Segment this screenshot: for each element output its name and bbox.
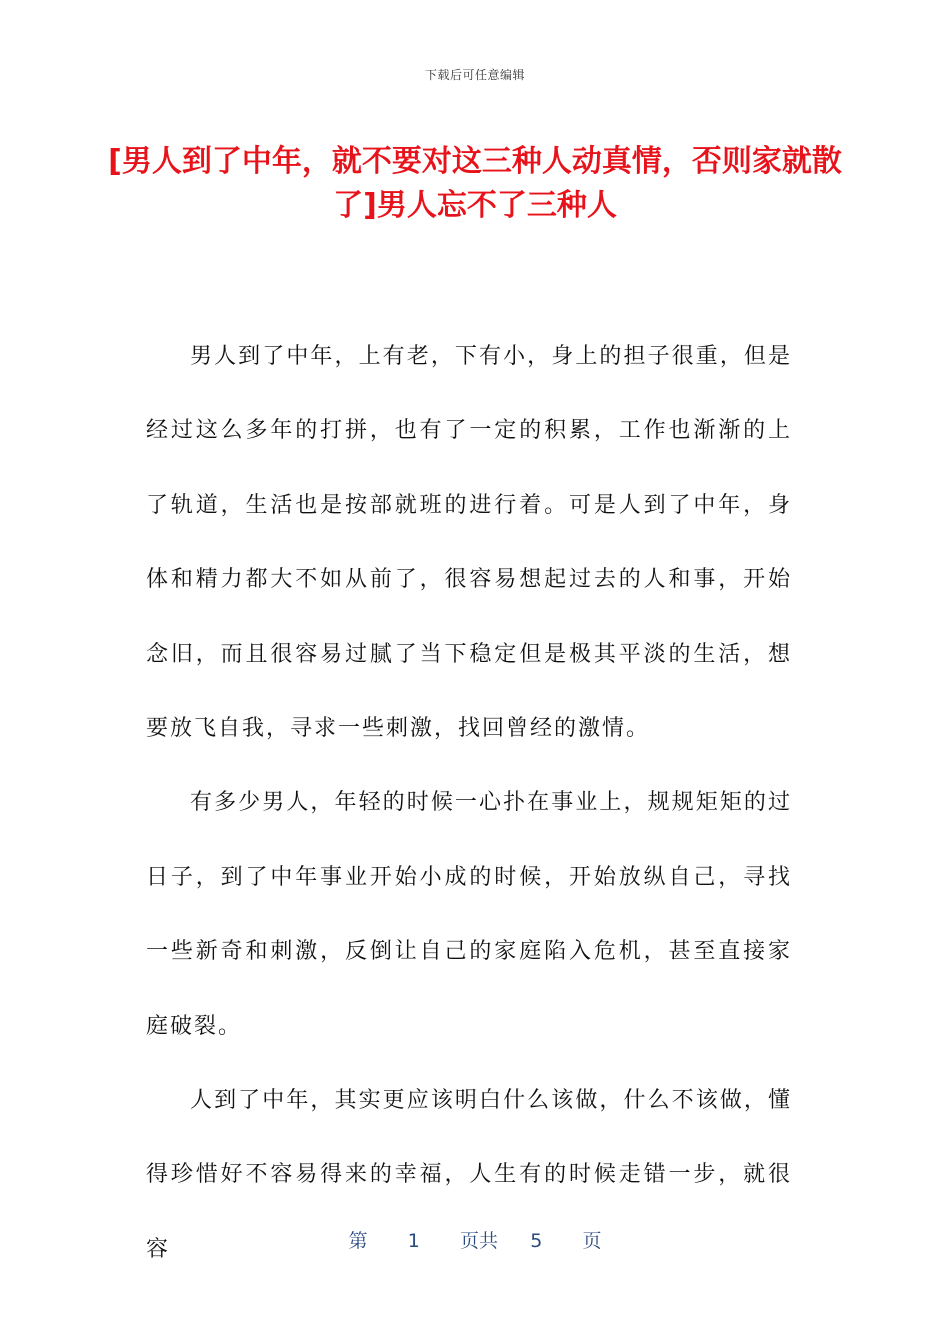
page-footer — [0, 1226, 950, 1253]
header-note: 下载后可任意编辑 — [424, 68, 525, 82]
current-page-number: 1 — [407, 1230, 420, 1252]
page-label-suffix: 页 — [582, 1230, 602, 1252]
document-body — [146, 320, 792, 1287]
document-title: [男人到了中年，就不要对这三种人动真情，否则家就散了]男人忘不了三种人 — [108, 144, 842, 223]
paragraph-1: 男人到了中年，上有老，下有小，身上的担子很重，但是经过这么多年的打拼，也有了一定的积累，工作也渐渐的上了轨道，生活也是按部就班的进行着。可是人到了中年，身体和精力都大不如从前了，很容易想起过去的人和事，开始念旧，而且很容易过腻了当下稳定但是极其平淡的生活，想要放飞自我，寻求一些刺激，找回曾经的激情。 — [146, 344, 792, 742]
paragraph-2: 有多少男人，年轻的时候一心扑在事业上，规规矩矩的过日子，到了中年事业开始小成的时候，开始放纵自己，寻找一些新奇和刺激，反倒让自己的家庭陷入危机，甚至直接家庭破裂。 — [146, 790, 792, 1039]
page-label-mid: 页共 — [460, 1230, 499, 1252]
page-label-prefix: 第 — [348, 1230, 368, 1252]
paragraph-3: 人到了中年，其实更应该明白什么该做，什么不该做，懂得珍惜好不容易得来的幸福，人生有的时候走错一步，就很容 — [146, 1088, 792, 1262]
total-pages-number: 5 — [530, 1230, 543, 1252]
